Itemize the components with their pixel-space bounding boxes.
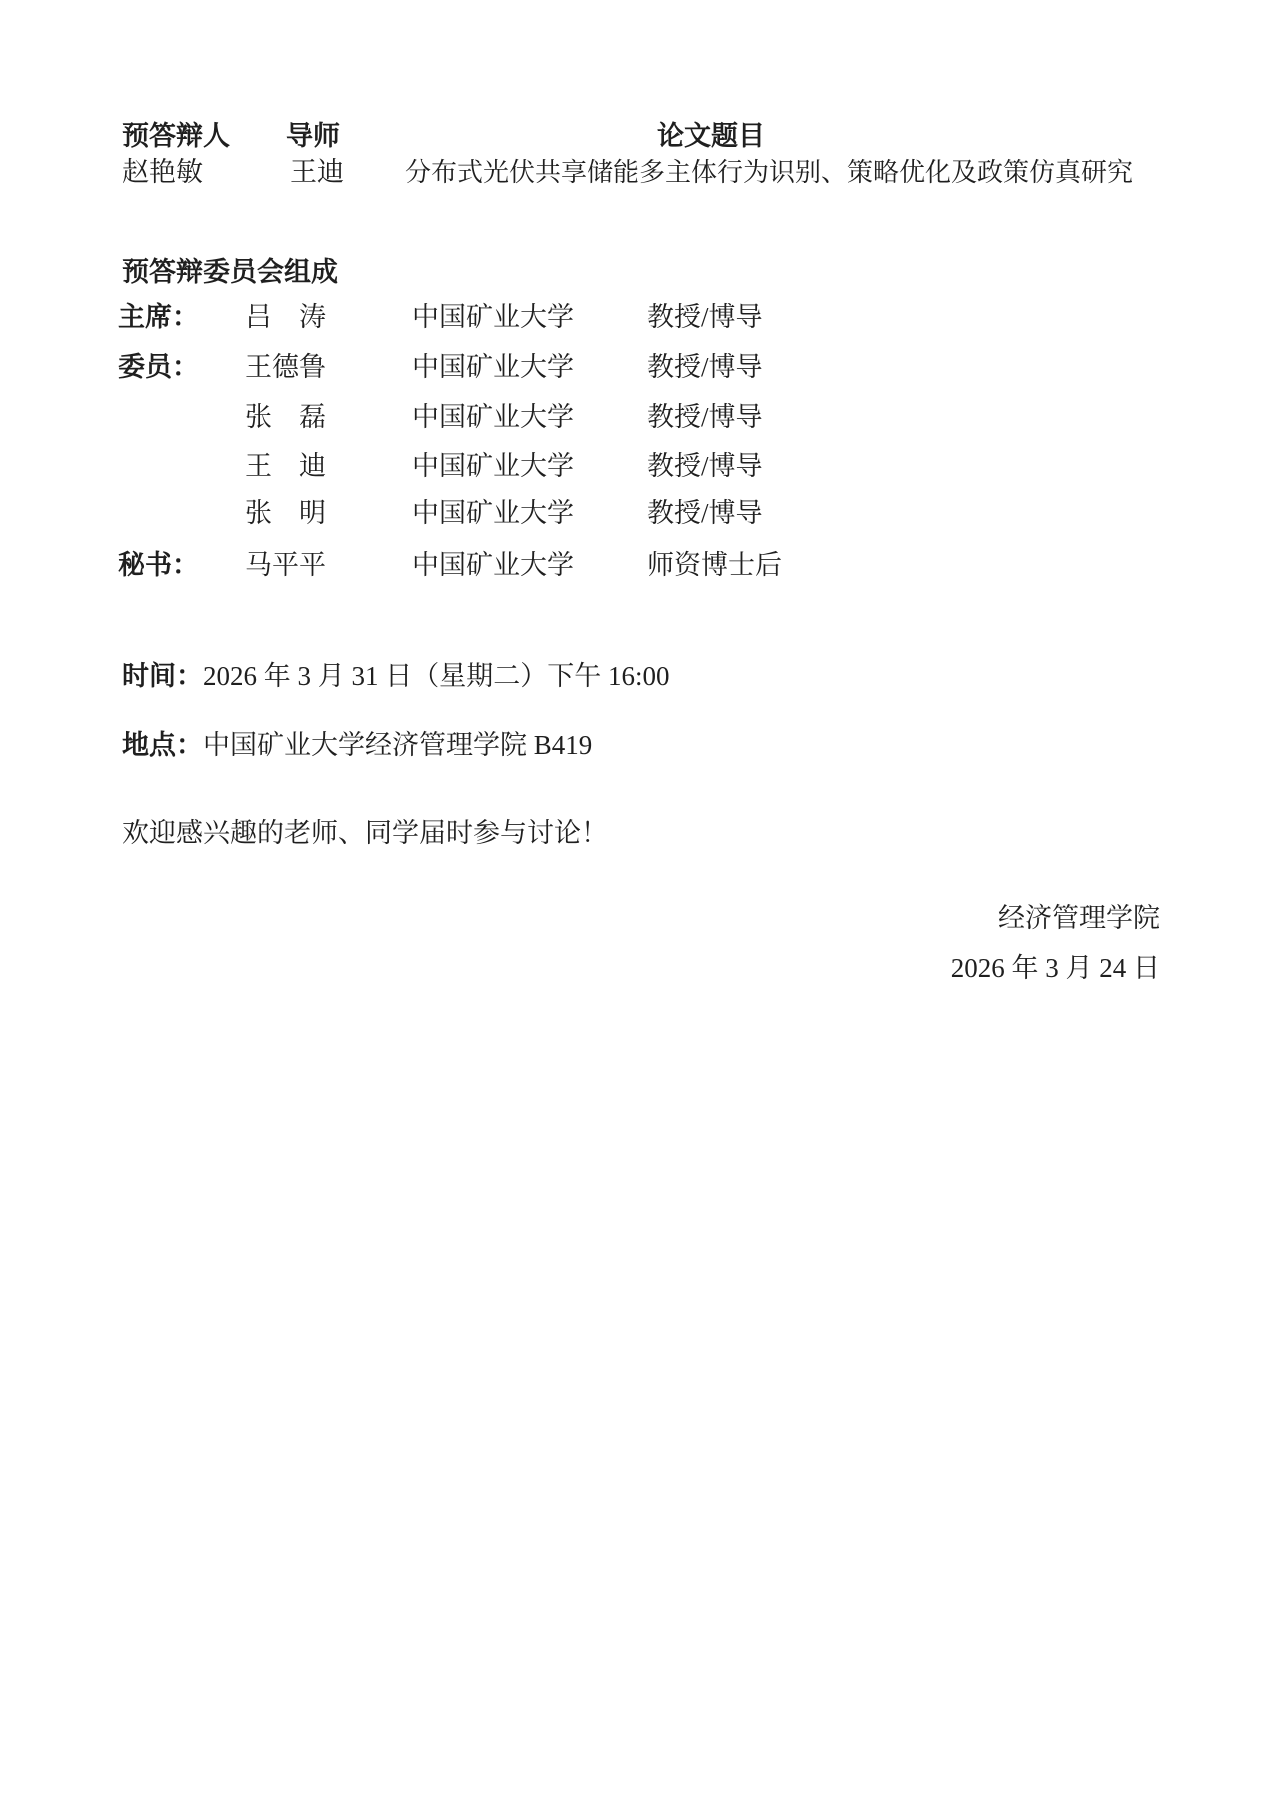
location-line	[122, 729, 592, 761]
location-value: 中国矿业大学经济管理学院 B419	[203, 730, 593, 760]
signature-org: 经济管理学院	[998, 903, 1160, 933]
committee-member-name: 王德鲁	[245, 352, 326, 382]
committee-member-name: 王 迪	[245, 451, 326, 481]
invitation-text: 欢迎感兴趣的老师、同学届时参与讨论！	[122, 818, 608, 848]
committee-member-affiliation: 中国矿业大学	[412, 352, 574, 382]
committee-member-name: 吕 涛	[245, 302, 326, 332]
advisor-name: 王迪	[290, 157, 344, 187]
committee-role: 委员：	[118, 352, 199, 382]
committee-member-name: 马平平	[245, 550, 326, 580]
committee-member-affiliation: 中国矿业大学	[412, 302, 574, 332]
time-value: 2026 年 3 月 31 日（星期二）下午 16:00	[203, 661, 670, 691]
thesis-title: 分布式光伏共享储能多主体行为识别、策略优化及政策仿真研究	[405, 158, 1134, 187]
time-line	[122, 660, 670, 692]
time-label: 时间：	[122, 661, 203, 691]
committee-member-title: 教授/博导	[647, 498, 763, 528]
committee-member-name: 张 明	[245, 498, 326, 528]
column-header-advisor: 导师	[286, 121, 340, 151]
candidate-name: 赵艳敏	[122, 157, 203, 187]
committee-member-title: 师资博士后	[647, 550, 782, 580]
location-label: 地点：	[122, 730, 203, 760]
committee-role: 秘书：	[118, 550, 199, 580]
committee-member-name: 张 磊	[245, 402, 326, 432]
committee-member-title: 教授/博导	[647, 352, 763, 382]
committee-member-title: 教授/博导	[647, 302, 763, 332]
committee-member-affiliation: 中国矿业大学	[412, 498, 574, 528]
committee-role: 主席：	[118, 302, 199, 332]
signature-date: 2026 年 3 月 24 日	[950, 953, 1160, 983]
committee-heading: 预答辩委员会组成	[122, 257, 338, 287]
column-header-thesis: 论文题目	[657, 121, 765, 151]
committee-member-affiliation: 中国矿业大学	[412, 550, 574, 580]
committee-member-affiliation: 中国矿业大学	[412, 402, 574, 432]
committee-member-affiliation: 中国矿业大学	[412, 451, 574, 481]
committee-member-title: 教授/博导	[647, 402, 763, 432]
committee-member-title: 教授/博导	[647, 451, 763, 481]
column-header-candidate: 预答辩人	[122, 121, 230, 151]
